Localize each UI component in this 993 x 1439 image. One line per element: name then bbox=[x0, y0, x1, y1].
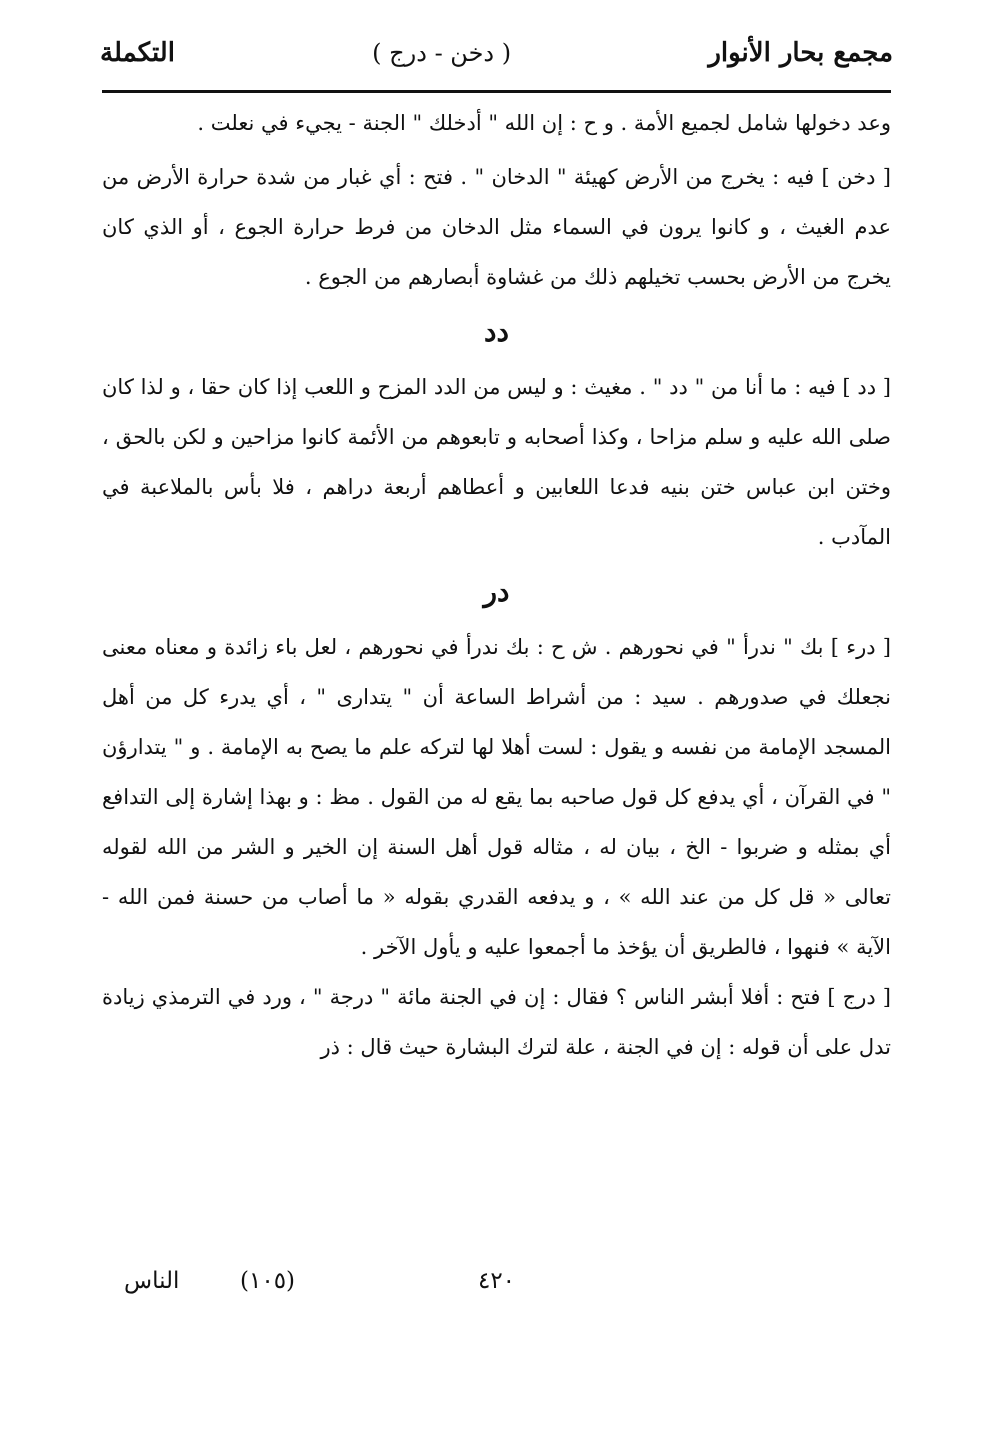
header-roots: ( دخن - درج ) bbox=[372, 39, 512, 67]
signature-mark: (١٠٥) bbox=[240, 1268, 296, 1294]
paragraph-continuation: وعد دخولها شامل لجميع الأمة . و ح : إن الله " أدخلك " الجنة - يجيء في نعلت . bbox=[197, 111, 891, 135]
paragraph-dukhn: [ دخن ] فيه : يخرج من الأرض كهيئة " الدخان " . فتح : أي غبار من شدة حرارة الأرض من عدم الغيث ، و كانوا يرون في السماء مثل الدخان من فرط حرارة الجوع ، أو الذي كان يخرج من الأرض بحسب تخيلهم ذلك من غشاوة أبصارهم من الجوع . bbox=[102, 165, 892, 289]
paragraph-dar: [ درء ] بك " ندرأ " في نحورهم . ش ح : بك ندرأ في نحورهم ، لعل باء زائدة و معناه معنى نجعلك في صدورهم . سيد : من أشراط الساعة أن " يتدارى " ، أي يدرء كل من أهل المسجد الإمامة من نفسه و يقول : لست أهلا لها لتركه علم ما يصح به الإمامة . و " يتدارؤن " في القرآن ، أي يدفع كل قول صاحبه بما يقع له من القول . مظ : و بهذا إشارة إلى التدافع أي بمثله و ضربوا - الخ ، بيان له ، مثاله قول أهل السنة إن الخير و الشر من الله لقوله تعالى « قل كل من عند الله » ، و يدفعه القدري بقوله « ما أصاب من حسنة فمن الله - الآية » فنهوا ، فالطريق أن يؤخذ ما أجمعوا عليه و يأول الآخر . bbox=[102, 635, 892, 959]
section-heading-dr: در bbox=[483, 575, 510, 608]
header-rule bbox=[102, 90, 891, 93]
page-footer bbox=[110, 1268, 883, 1308]
paragraph-dad: [ دد ] فيه : ما أنا من " دد " . مغيث : و ليس من الدد المزح و اللعب إذا كان حقا ، و لذا كان صلى الله عليه و سلم مزاحا ، وكذا أصحابه و تابعوهم من الأئمة كانوا مزاحين و لكن بالحق ، وختن ابن عباس ختن بنيه فدعا اللعابين و أعطاهم أربعة دراهم ، فلا بأس بالملاعبة في المآدب . bbox=[102, 375, 891, 549]
page-body bbox=[102, 98, 891, 1072]
section-heading-dd: دد bbox=[484, 315, 509, 348]
running-header bbox=[100, 28, 893, 78]
paragraph-daraj: [ درج ] فتح : أفلا أبشر الناس ؟ فقال : إن في الجنة مائة " درجة " ، ورد في الترمذي زيادة تدل على أن قوله : إن في الجنة ، علة لترك البشارة حيث قال : ذر bbox=[102, 985, 891, 1059]
page-number: ٤٢٠ bbox=[477, 1268, 516, 1294]
catchword: الناس bbox=[124, 1268, 180, 1294]
book-title: مجمع بحار الأنوار bbox=[708, 38, 893, 68]
header-supplement: التكملة bbox=[100, 38, 175, 68]
